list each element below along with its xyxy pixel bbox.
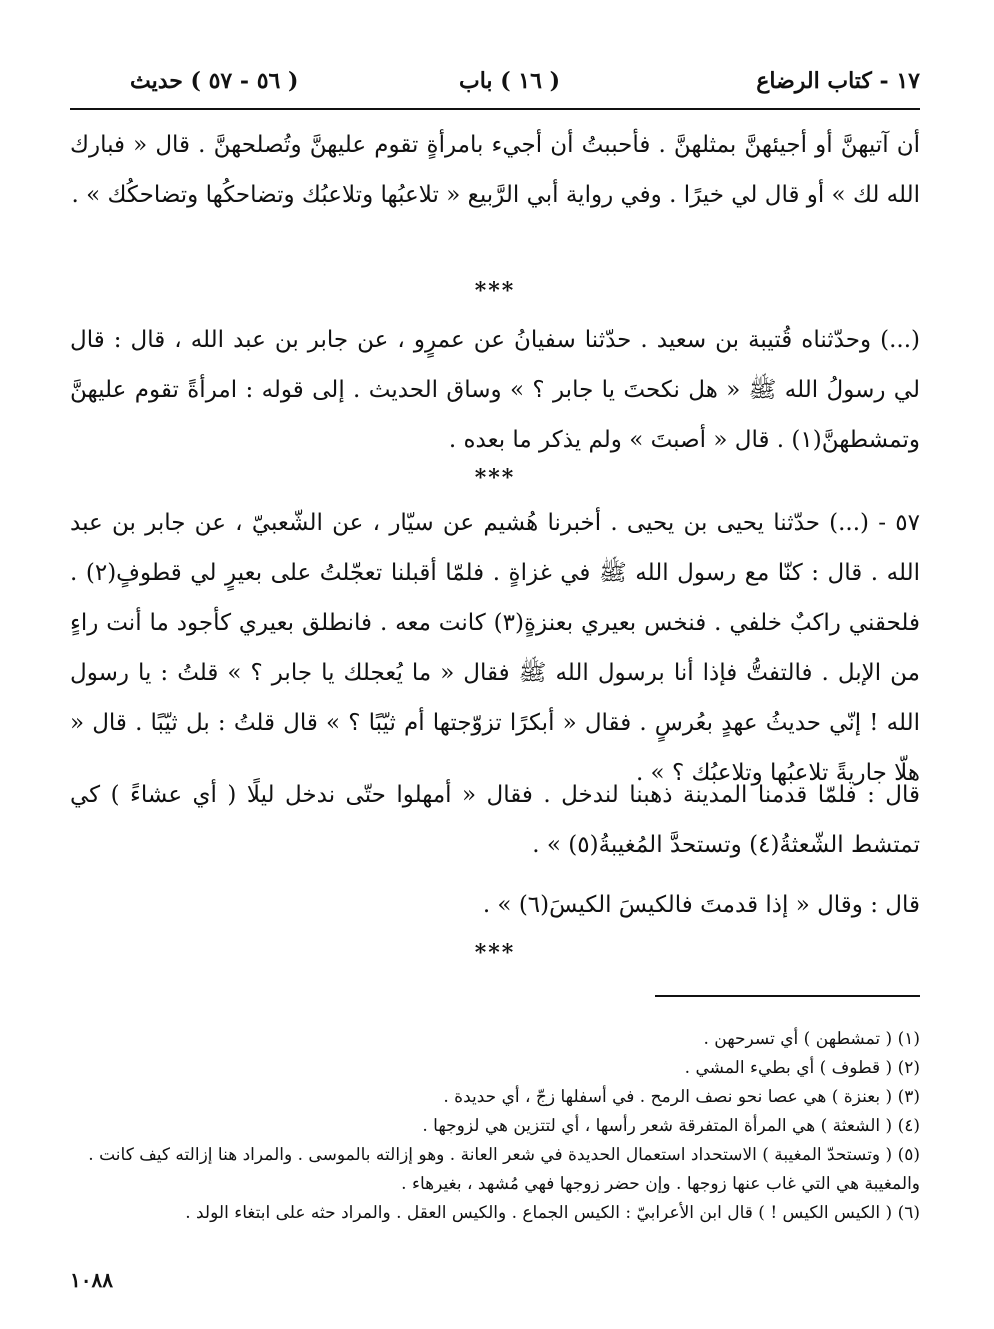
footnote-6: (٦) ( الكيس الكيس ! ) قال ابن الأعرابيّ : الكيس الجماع . والكيس العقل . والمراد حثه على ابتغاء الولد . [185, 1203, 920, 1223]
footnote-1: (١) ( تمشطهن ) أي تسرحهن . [703, 1029, 920, 1049]
book-page [70, 50, 920, 1300]
page-number: ١٠٨٨ [70, 1268, 113, 1292]
chapter-label: ( ١٦ ) باب [459, 68, 560, 94]
paragraph-4: قال : فلمّا قدمنا المدينة ذهبنا لندخل . فقال « أمهلوا حتّى ندخل ليلًا ( أي عشاءً ) كي تمتشط الشّعثةُ(٤) وتستحدَّ المُغيبةُ(٥) » . [70, 782, 920, 858]
paragraph-2: (...) وحدّثناه قُتيبة بن سعيد . حدّثنا سفيانُ عن عمرٍو ، عن جابر بن عبد الله ، قال : قال لي رسولُ الله ﷺ « هل نكحتَ يا جابر ؟ » وساق الحديث . إلى قوله : امرأةً تقوم عليهنَّ وتمشطهنَّ(١) . قال « أصبتَ » ولم يذكر ما بعده . [70, 327, 920, 453]
running-header [70, 68, 920, 108]
hadith-range: ( ٥٦ - ٥٧ ) حديث [130, 68, 299, 94]
separator-stars-2: *** [474, 465, 516, 491]
footnote-5: (٥) ( وتستحدّ المغيبة ) الاستحداد استعمال الحديدة في شعر العانة . وهو إزالته بالموسى . والمراد هنا إزالته كيف كانت . والمغيبة هي التي غاب عنها زوجها . وإن حضر زوجها فهي مُشهد ، بغيرهاء . [88, 1145, 920, 1194]
hadith-57-paragraph: ٥٧ - (...) حدّثنا يحيى بن يحيى . أخبرنا هُشيم عن سيّار ، عن الشّعبيّ ، عن جابر بن عبد الله . قال : كنّا مع رسول الله ﷺ في غزاةٍ . فلمّا أقبلنا تعجّلتُ على بعيرٍ لي قطوفٍ(٢) . فلحقني راكبٌ خلفي . فنخس بعيري بعنزةٍ(٣) كانت معه . فانطلق بعيري كأجود ما أنت راءٍ من الإبل . فالتفتُّ فإذا أنا برسول الله ﷺ فقال « ما يُعجلك يا جابر ؟ » قلتُ : يا رسول الله ! إنّي حديثُ عهدٍ بعُرسٍ . فقال « أبكرًا تزوّجتها أم ثيّبًا ؟ » قال قلتُ : بل ثيّبًا . قال « هلّا جاريةً تلاعبُها وتلاعبُك ؟ » . [70, 510, 920, 786]
separator-stars-1: *** [474, 278, 516, 304]
footnote-2: (٢) ( قطوف ) أي بطيء المشي . [684, 1058, 920, 1078]
paragraph-1: أن آتيهنَّ أو أجيئهنَّ بمثلهنَّ . فأحببتُ أن أجيء بامرأةٍ تقوم عليهنَّ وتُصلحهنَّ . قال « فبارك الله لك » أو قال لي خيرًا . وفي رواية أبي الرَّبيع « تلاعبُها وتلاعبُك وتضاحكُها وتضاحكُك » . [70, 132, 920, 208]
footnote-3: (٣) ( بعنزة ) هي عصا نحو نصف الرمح . في أسفلها زجّ ، أي حديدة . [443, 1087, 920, 1107]
footnote-rule [655, 995, 920, 997]
book-title: ١٧ - كتاب الرضاع [756, 68, 920, 94]
paragraph-5: قال : وقال « إذا قدمتَ فالكيسَ الكيسَ(٦) » . [482, 892, 920, 918]
separator-stars-3: *** [474, 940, 516, 966]
footnote-4: (٤) ( الشعثة ) هي المرأة المتفرقة شعر رأسها ، أي لتتزين هي لزوجها . [422, 1116, 920, 1136]
footnotes [70, 1025, 920, 1228]
header-rule [70, 108, 920, 110]
